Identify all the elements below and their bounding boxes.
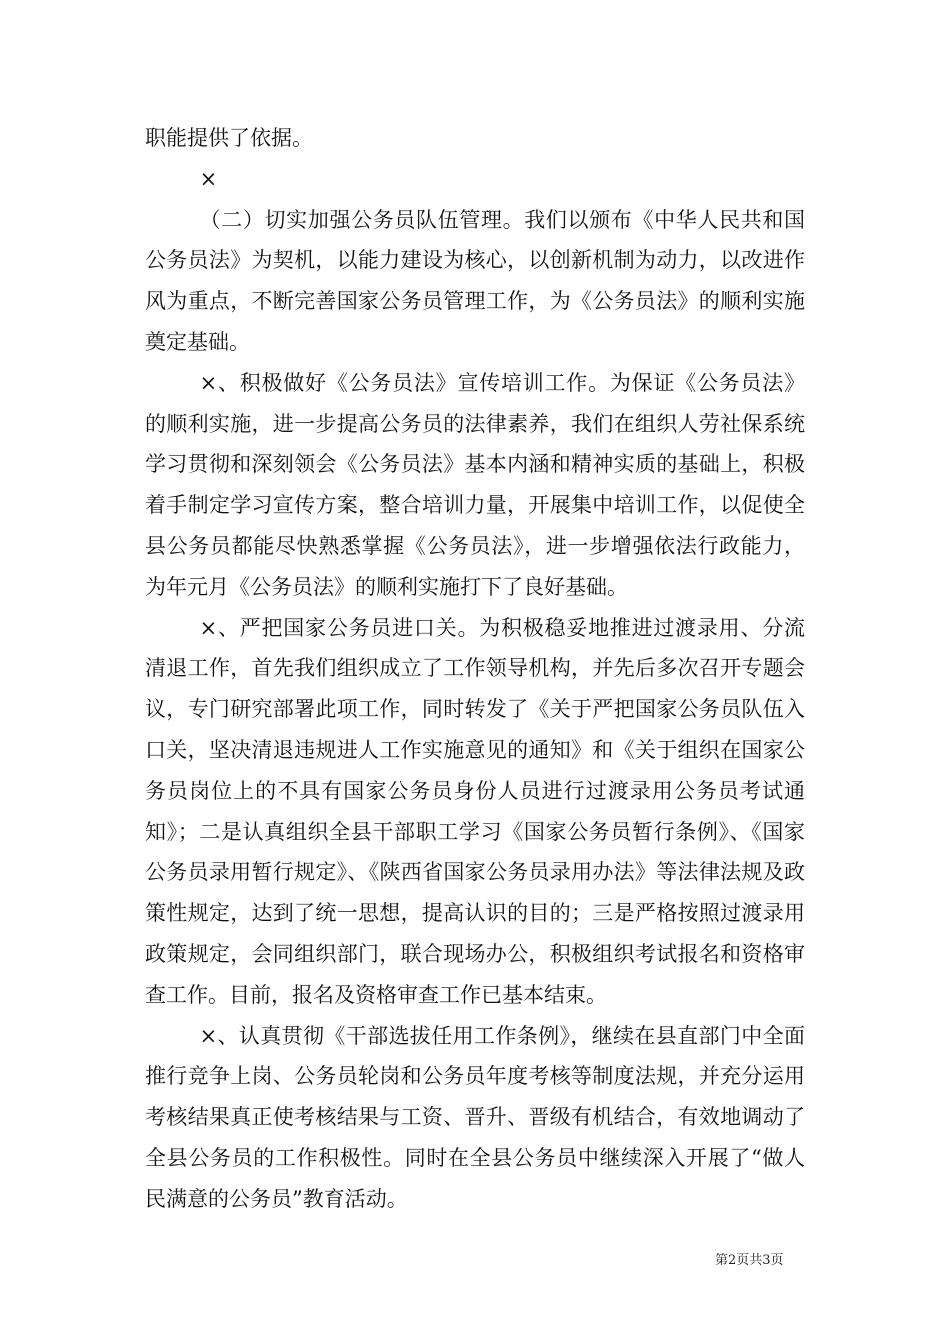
page-number: 第2页共3页 — [715, 1253, 784, 1268]
paragraph-marker: × — [199, 166, 218, 191]
paragraph-item-training: ×、积极做好《公务员法》宣传培训工作。为保证《公务员法》的顺利实施，进一步提高公务员的法律素养，我们在组织人劳社保系统学习贯彻和深刻领会《公务员法》基本内涵和精神实质的基础上，积极着手制定学习宣传方案，整合培训力量，开展集中培训工作，以促使全县公务员都能尽快熟悉掌握《公务员法》，进一步增强依法行政能力，为年元月《公务员法》的顺利实施打下了良好基础。 — [145, 370, 805, 599]
paragraph-item-entry: ×、严把国家公务员进口关。为积极稳妥地推进过渡录用、分流清退工作，首先我们组织成立了工作领导机构，并先后多次召开专题会议，专门研究部署此项工作，同时转发了《关于严把国家公务员队伍入口关，坚决清退违规进人工作实施意见的通知》和《关于组织在国家公务员岗位上的不具有国家公务员身份人员进行过渡录用公务员考试通知》；二是认真组织全县干部职工学习《国家公务员暂行条例》、《国家公务员录用暂行规定》、《陕西省国家公务员录用办法》等法律法规及政策性规定，达到了统一思想，提高认识的目的；三是严格按照过渡录用政策规定，会同组织部门，联合现场办公，积极组织考试报名和资格审查工作。目前，报名及资格审查工作已基本结束。 — [145, 615, 805, 1007]
paragraph-continuation: 职能提供了依据。 — [145, 126, 313, 150]
paragraph-item-regulations: ×、认真贯彻《干部选拔任用工作条例》，继续在县直部门中全面推行竞争上岗、公务员轮岗和公务员年度考核等制度法规，并充分运用考核结果真正使考核结果与工资、晋升、晋级有机结合，有效地调动了全县公务员的工作积极性。同时在全县公务员中继续深入开展了“做人民满意的公务员”教育活动。 — [145, 1023, 805, 1211]
body-text — [145, 118, 805, 1220]
paragraph-section-heading: （二）切实加强公务员队伍管理。我们以颁布《中华人民共和国公务员法》为契机，以能力建设为核心，以创新机制为动力，以改进作风为重点，不断完善国家公务员管理工作，为《公务员法》的顺利实施奠定基础。 — [145, 207, 805, 354]
